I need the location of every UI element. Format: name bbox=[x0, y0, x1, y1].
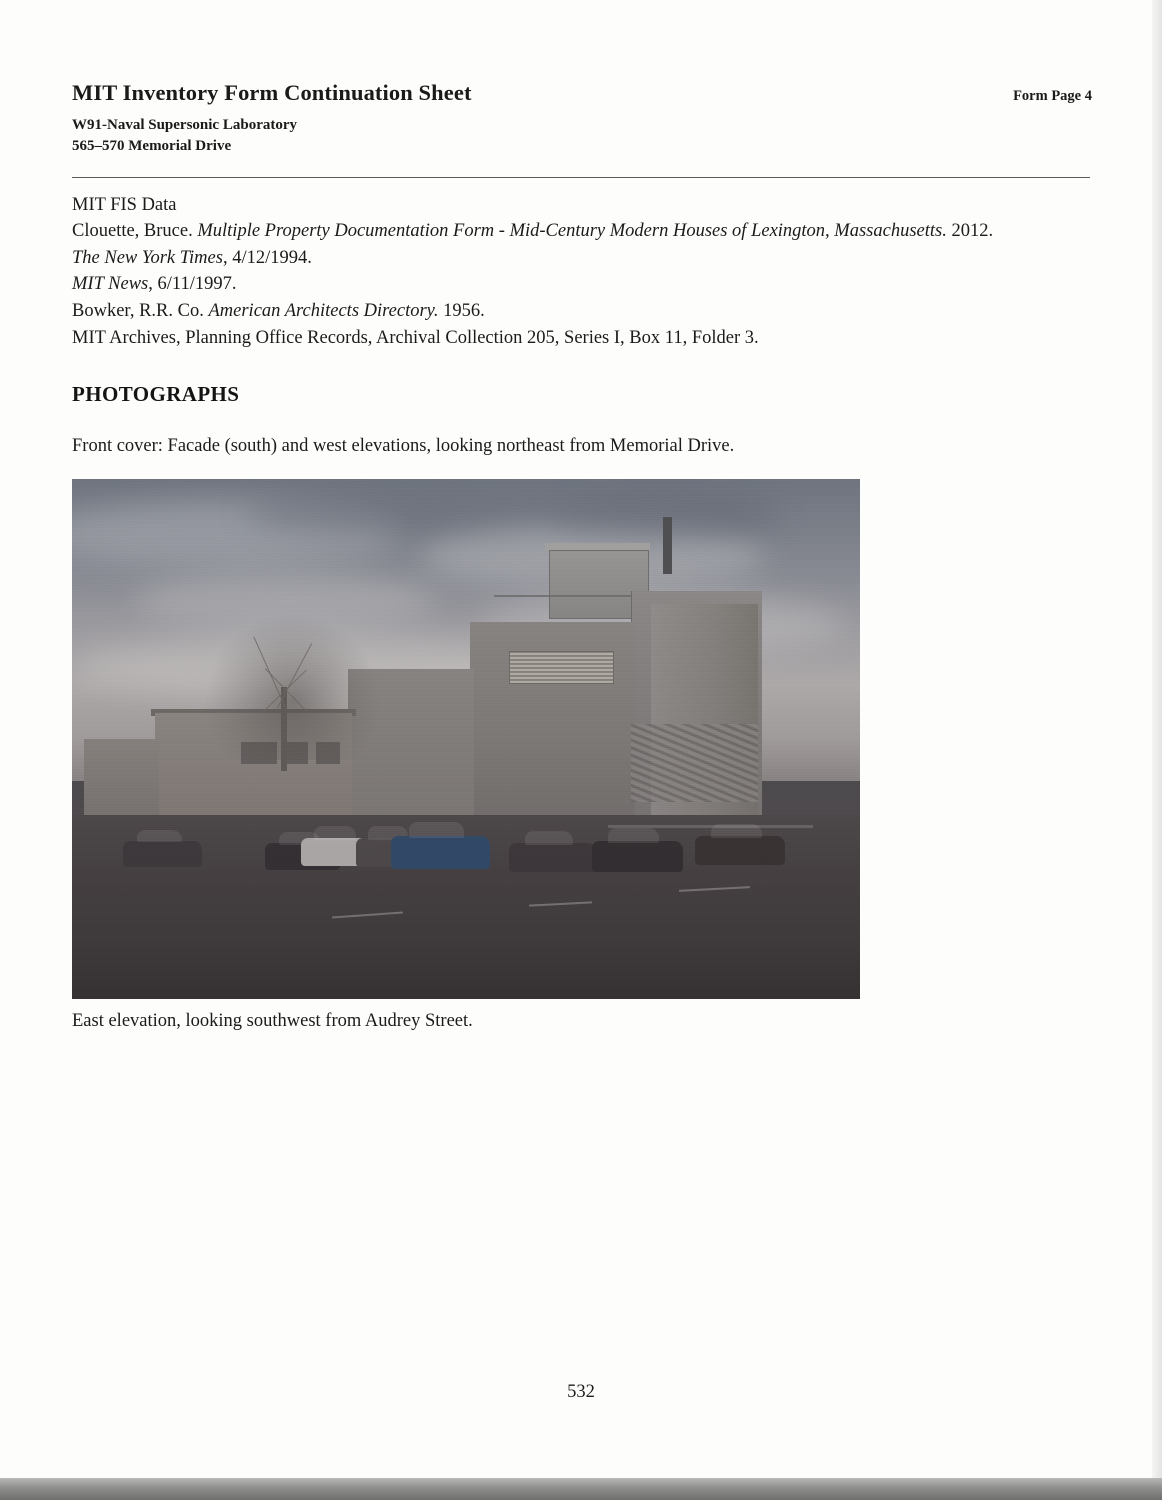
property-identification bbox=[72, 115, 1094, 158]
bibliography-text: MIT Archives, Planning Office Records, Archival Collection 205, Series I, Box 11, Folder 3. bbox=[72, 327, 759, 348]
property-name: W91-Naval Supersonic Laboratory bbox=[72, 117, 297, 133]
bibliography-title: American Architects Directory. bbox=[208, 301, 439, 322]
bibliography-entry bbox=[72, 298, 1094, 325]
bibliography-entry bbox=[72, 271, 1094, 298]
bibliography-date: , 6/11/1997. bbox=[148, 274, 237, 295]
page-content bbox=[72, 80, 1094, 1032]
bibliography-text: MIT FIS Data bbox=[72, 194, 177, 215]
photograph-east-elevation bbox=[72, 479, 860, 999]
bibliography-list bbox=[72, 192, 1094, 352]
bibliography-title: The New York Times bbox=[72, 247, 223, 268]
bibliography-entry bbox=[72, 325, 1094, 352]
property-address: 565–570 Memorial Drive bbox=[72, 138, 232, 155]
bibliography-title: MIT News bbox=[72, 274, 149, 295]
photo-color-cast bbox=[72, 479, 860, 999]
bibliography-year: 2012. bbox=[946, 221, 994, 242]
photograph-caption: East elevation, looking southwest from Audrey Street. bbox=[72, 1011, 473, 1032]
bibliography-author: Bowker, R.R. Co. bbox=[72, 301, 209, 322]
header-divider bbox=[72, 177, 1090, 178]
scan-edge-right bbox=[1152, 0, 1162, 1478]
bibliography-entry bbox=[72, 192, 1094, 219]
document-header bbox=[72, 80, 1094, 106]
form-page-label: Form Page 4 bbox=[1013, 88, 1092, 104]
scan-edge-bottom bbox=[0, 1478, 1162, 1500]
front-cover-caption: Front cover: Facade (south) and west elevations, looking northeast from Memorial Drive. bbox=[72, 436, 735, 457]
bibliography-entry bbox=[72, 218, 1094, 245]
bibliography-year: 1956. bbox=[438, 301, 485, 322]
bibliography-entry bbox=[72, 245, 1094, 272]
page-number: 532 bbox=[567, 1382, 595, 1402]
bibliography-title: Multiple Property Documentation Form - Mid-Century Modern Houses of Lexington, Massachusetts. bbox=[197, 221, 947, 242]
bibliography-date: , 4/12/1994. bbox=[222, 247, 312, 268]
bibliography-author: Clouette, Bruce. bbox=[72, 221, 198, 242]
page-title: MIT Inventory Form Continuation Sheet bbox=[72, 80, 472, 105]
photographs-heading: PHOTOGRAPHS bbox=[72, 382, 240, 407]
